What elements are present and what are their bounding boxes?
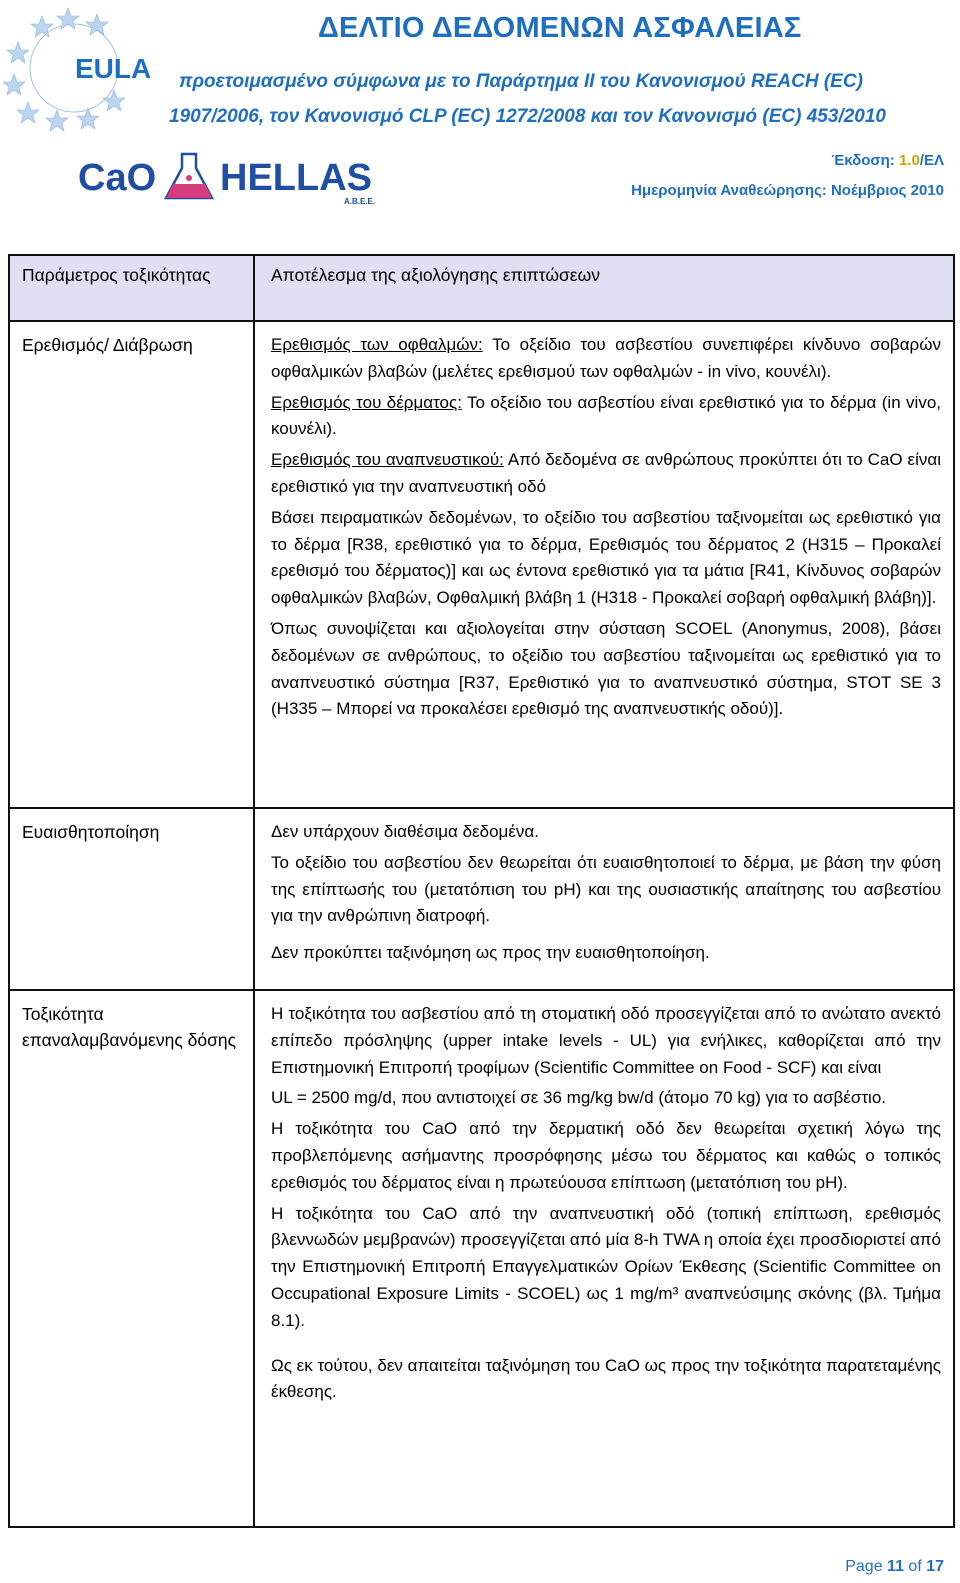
svg-text:CaO: CaO	[78, 157, 157, 199]
paragraph: Η τοξικότητα του ασβεστίου από τη στοματική οδό προσεγγίζεται από το ανώτατο ανεκτό επίπεδο πρόσληψης (upper intake levels - UL) για ενήλικες, καθορίζεται από την Επιστημονική Επιτροπή τροφίμων (Scientific Committee on Food - SCF) και είναι	[271, 1004, 941, 1077]
paragraph: UL = 2500 mg/d, που αντιστοιχεί σε 36 mg/kg bw/d (άτομο 70 kg) για το ασβέστιο.	[271, 1088, 886, 1108]
result-cell	[255, 991, 953, 1526]
paragraph: Η τοξικότητα του CaO από την δερματική οδό δεν θεωρείται σχετική λόγω της προβλεπόμενης ασήμαντης προσρόφησης μέσω του δέρματος και καθώς ο τοπικός ερεθισμός του δέρματος είναι η πρωτεύουσα επίπτωση (μετατόπιση του pH).	[271, 1119, 941, 1192]
edition: Έκδοση: 1.0/ΕΛ	[831, 152, 944, 169]
result-cell	[255, 322, 953, 807]
paragraph: Βάσει πειραματικών δεδομένων, το οξείδιο του ασβεστίου ταξινομείται ως ερεθιστικό για το δέρμα [R38, ερεθιστικό για το δέρμα, Ερεθισμός του δέρματος 2 (H315 – Προκαλεί ερεθισμό του δέρματος)] και ως έντονα ερεθιστικό για τα μάτια [R41, Κίνδυνος σοβαρών οφθαλμικών βλαβών, Οφθαλμική βλάβη 1 (H318 - Προκαλεί σοβαρή οφθαλμική βλάβη)].	[271, 507, 941, 608]
cao-hellas-logo	[78, 150, 376, 205]
flask-icon	[166, 154, 212, 198]
table-header-row	[10, 256, 953, 322]
paragraph: Ερεθισμός του αναπνευστικού: Από δεδομένα σε ανθρώπους προκύπτει ότι το CaO είναι ερεθιστικό για την αναπνευστική οδό	[271, 450, 941, 496]
paragraph: Ως εκ τούτου, δεν απαιτείται ταξινόμηση του CaO ως προς την τοξικότητα παρατεταμένης έκθεσης.	[271, 1355, 941, 1402]
document-header	[0, 0, 960, 215]
paragraph: Ερεθισμός των οφθαλμών: Το οξείδιο του ασβεστίου συνεπιφέρει κίνδυνο σοβαρών οφθαλμικών βλαβών (μελέτες ερεθισμού των οφθαλμών - in vivo, κουνέλι).	[271, 335, 941, 381]
table-row	[10, 322, 953, 807]
paragraph: Όπως συνοψίζεται και αξιολογείται στην σύσταση SCOEL (Anonymus, 2008), βάσει δεδομένων σε ανθρώπους, το οξείδιο του ασβεστίου ταξινομείται ως ερεθιστικό για το αναπνευστικό σύστημα [R37, Ερεθιστικό για το αναπνευστικό σύστημα, STOT SE 3 (H335 – Μπορεί να προκαλέσει ερεθισμό της αναπνευστικής οδού)].	[271, 618, 941, 719]
column-header-parameter: Παράμετρος τοξικότητας	[10, 256, 255, 320]
document-title: ΔΕΛΤΙΟ ΔΕΔΟΜΕΝΩΝ ΑΣΦΑΛΕΙΑΣ	[318, 12, 802, 44]
subtitle-line-2: 1907/2006, τον Κανονισμό CLP (EC) 1272/2008 και τον Κανονισμό (EC) 453/2010	[169, 106, 886, 127]
subtitle-line-1: προετοιμασμένο σύμφωνα με το Παράρτημα II του Κανονισμού REACH (EC)	[179, 71, 863, 92]
result-cell	[255, 809, 953, 989]
parameter-cell: Ερεθισμός/ Διάβρωση	[10, 322, 255, 807]
svg-text:HELLAS: HELLAS	[220, 157, 372, 199]
paragraph: Ερεθισμός του δέρματος: Το οξείδιο του ασβεστίου είναι ερεθιστικό για το δέρμα (in vivo, κουνέλι).	[271, 392, 941, 439]
parameter-cell: Τοξικότητα επαναλαμβανόμενης δόσης	[10, 991, 255, 1526]
table-row	[10, 807, 953, 989]
page-number: Page 11 of 17	[845, 1558, 944, 1575]
column-header-result: Αποτέλεσμα της αξιολόγησης επιπτώσεων	[271, 265, 601, 285]
paragraph: Δεν προκύπτει ταξινόμηση ως προς την ευαισθητοποίηση.	[271, 943, 710, 963]
paragraph: Το οξείδιο του ασβεστίου δεν θεωρείται ότι ευαισθητοποιεί το δέρμα, με βάση την φύση της επίπτωσής του (μετατόπιση του pH) και της ουσιαστικής απαίτησης του ασβεστίου για την ανθρώπινη διατροφή.	[271, 852, 941, 926]
revision-date: Ημερομηνία Αναθεώρησης: Νοέμβριος 2010	[631, 182, 944, 199]
paragraph: Η τοξικότητα του CaO από την αναπνευστική οδό (τοπική επίπτωση, ερεθισμός βλεννωδών μεμβρανών) προσεγγίζεται από μία 8-h TWA η οποία έχει προσδιοριστεί από την Επιστημονική Επιτροπή Επαγγελματικών Ορίων Έκθεσης (Scientific Committee on Occupational Exposure Limits - SCOEL) ως 1 mg/m³ αναπνεύσιμης σκόνης (βλ. Τμήμα 8.1).	[271, 1203, 941, 1330]
paragraph: Δεν υπάρχουν διαθέσιμα δεδομένα.	[271, 822, 539, 841]
parameter-cell: Ευαισθητοποίηση	[10, 809, 255, 989]
eula-logo	[2, 4, 152, 132]
toxicity-table	[8, 254, 955, 1528]
svg-text:A.B.E.E.: A.B.E.E.	[344, 197, 376, 205]
table-row	[10, 989, 953, 1526]
svg-text:EULA: EULA	[75, 53, 152, 84]
